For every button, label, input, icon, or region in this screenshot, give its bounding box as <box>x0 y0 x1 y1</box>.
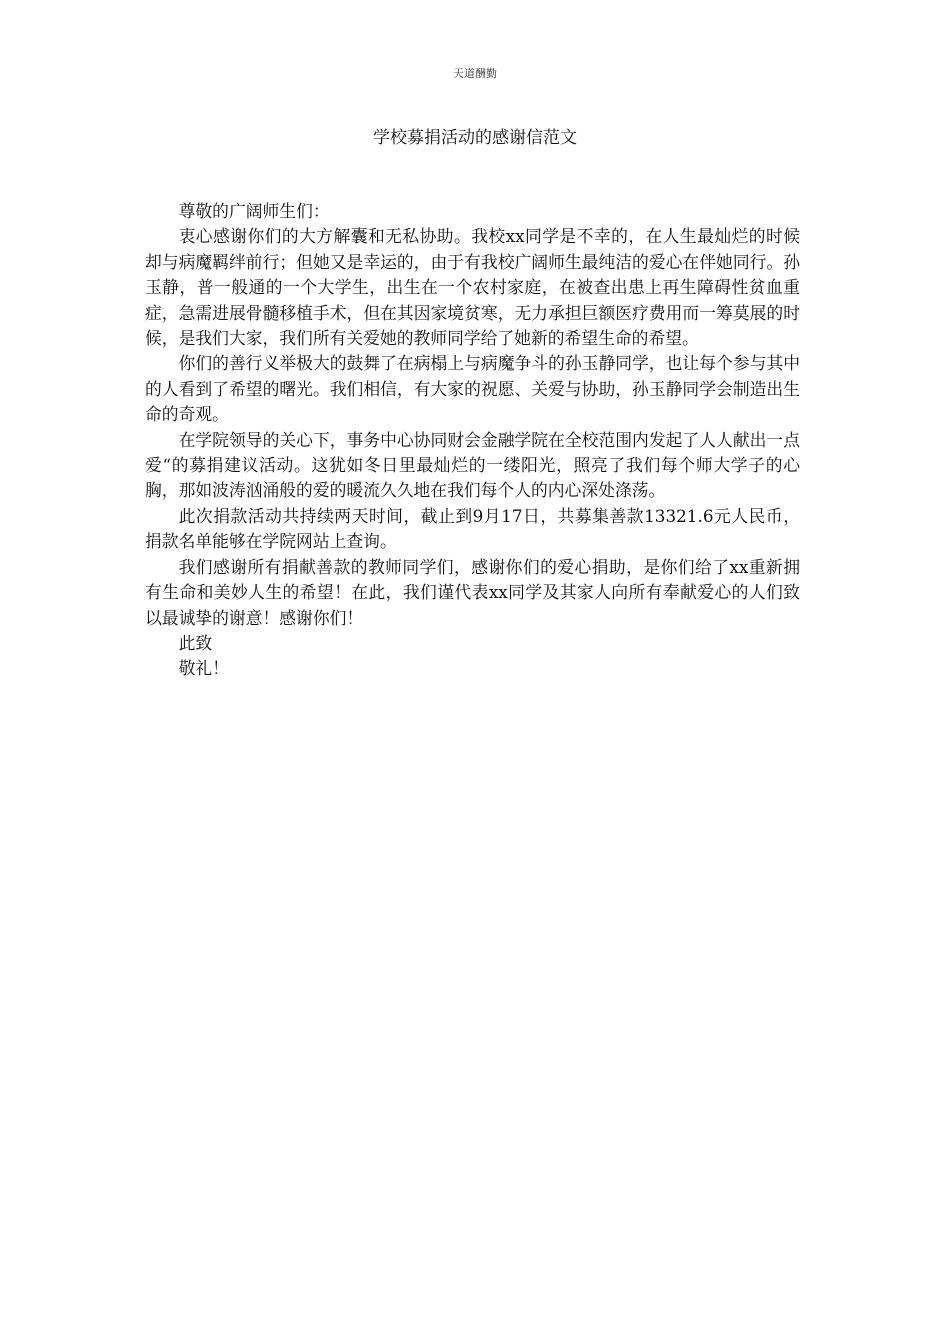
paragraph-4: 此次捐款活动共持续两天时间，截止到9月17日，共募集善款13321.6元人民币，捐款名单能够在学院网站上查询。 <box>145 505 800 552</box>
paragraph-5: 我们感谢所有捐献善款的教师同学们，感谢你们的爱心捐助，是你们给了xx重新拥有生命和美妙人生的希望！在此，我们谨代表xx同学及其家人向所有奉献爱心的人们致以最诚挚的谢意！感谢你们！ <box>145 556 800 628</box>
salutation: 尊敬的广阔师生们： <box>178 201 330 221</box>
page-header: 天道酬勤 <box>453 67 497 80</box>
letter-body <box>145 199 800 682</box>
closing-line-1: 此致 <box>178 632 213 653</box>
document-title: 学校募捐活动的感谢信范文 <box>373 128 577 148</box>
paragraph-1: 衷心感谢你们的大方解囊和无私协助。我校xx同学是不幸的，在人生最灿烂的时候却与病魔羁绊前行；但她又是幸运的，由于有我校广阔师生最纯洁的爱心在伴她同行。孙玉静，普一般通的一个大学生，出生在一个农村家庭，在被查出患上再生障碍性贫血重症，急需进展骨髓移植手术，但在其因家境贫寒，无力承担巨额医疗费用而一筹莫展的时候，是我们大家，我们所有关爱她的教师同学给了她新的希望生命的希望。 <box>145 226 800 349</box>
paragraph-3: 在学院领导的关心下，事务中心协同财会金融学院在全校范围内发起了人人献出一点爱“的募捐建议活动。这犹如冬日里最灿烂的一缕阳光，照亮了我们每个师大学子的心胸，那如波涛汹涌般的爱的暖流久久地在我们每个人的内心深处涤荡。 <box>145 429 800 501</box>
paragraph-2: 你们的善行义举极大的鼓舞了在病榻上与病魔争斗的孙玉静同学，也让每个参与其中的人看到了希望的曙光。我们相信，有大家的祝愿、关爱与协助，孙玉静同学会制造出生命的奇观。 <box>145 353 800 425</box>
closing-line-2: 敬礼！ <box>178 658 229 679</box>
